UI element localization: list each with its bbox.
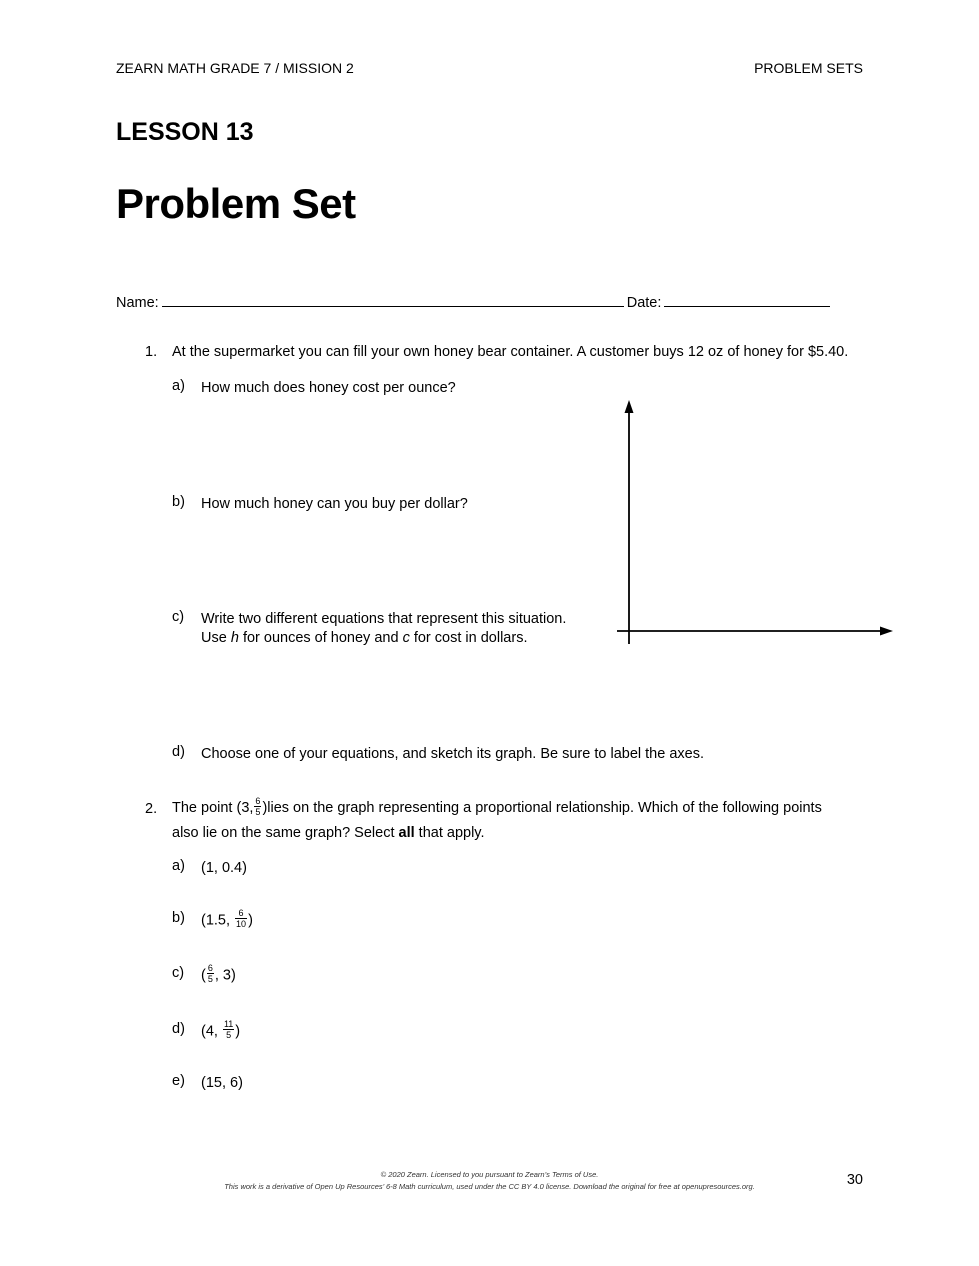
name-date-row (116, 292, 833, 311)
q1b-text: How much honey can you buy per dollar? (201, 496, 468, 512)
q1d-label: d) (172, 744, 185, 760)
footer-license: This work is a derivative of Open Up Resources’ 6-8 Math curriculum, used under the CC BY 4.0 license. Download the original for free at openupresources.org. (224, 1182, 755, 1191)
q2-line2: also lie on the same graph? Select all that apply. (172, 825, 485, 841)
footer-copyright: © 2020 Zearn. Licensed to you pursuant to Zearn’s Terms of Use. (380, 1170, 599, 1179)
q1c-line1: Write two different equations that represent this situation. (201, 611, 567, 627)
header-left: ZEARN MATH GRADE 7 / MISSION 2 (116, 60, 354, 76)
q1a-label: a) (172, 378, 185, 394)
q1-text: At the supermarket you can fill your own honey bear container. A customer buys 12 oz of honey for $5.40. (172, 344, 849, 360)
name-label: Name: (116, 295, 159, 311)
name-field[interactable] (162, 292, 624, 307)
header-right: PROBLEM SETS (754, 60, 863, 76)
q1b-label: b) (172, 494, 185, 510)
y-axis-arrow (625, 400, 634, 413)
page-title: Problem Set (116, 180, 356, 227)
q2-fraction: $\frac{6}{5}$ (255, 795, 261, 817)
x-axis-arrow (880, 627, 893, 636)
q1c-label: c) (172, 609, 185, 625)
date-label: Date: (626, 295, 662, 311)
q1-number: 1. (145, 344, 158, 360)
blank-coordinate-axes[interactable] (612, 396, 896, 648)
lesson-label: LESSON 13 (116, 118, 254, 146)
q1c-line2: Use h for ounces of honey and c for cost in dollars. (201, 630, 528, 646)
q1d-text: Choose one of your equations, and sketch its graph. Be sure to label the axes. (201, 746, 704, 762)
date-field[interactable] (664, 292, 830, 307)
page-number: 30 (846, 1172, 863, 1188)
q2-number: 2. (145, 801, 158, 817)
q2-line1: The point (3, $\frac{6}{5}$ )lies on the graph representing a proportional relationship. Which of the following points (172, 795, 822, 817)
q1a-text: How much does honey cost per ounce? (201, 380, 456, 396)
